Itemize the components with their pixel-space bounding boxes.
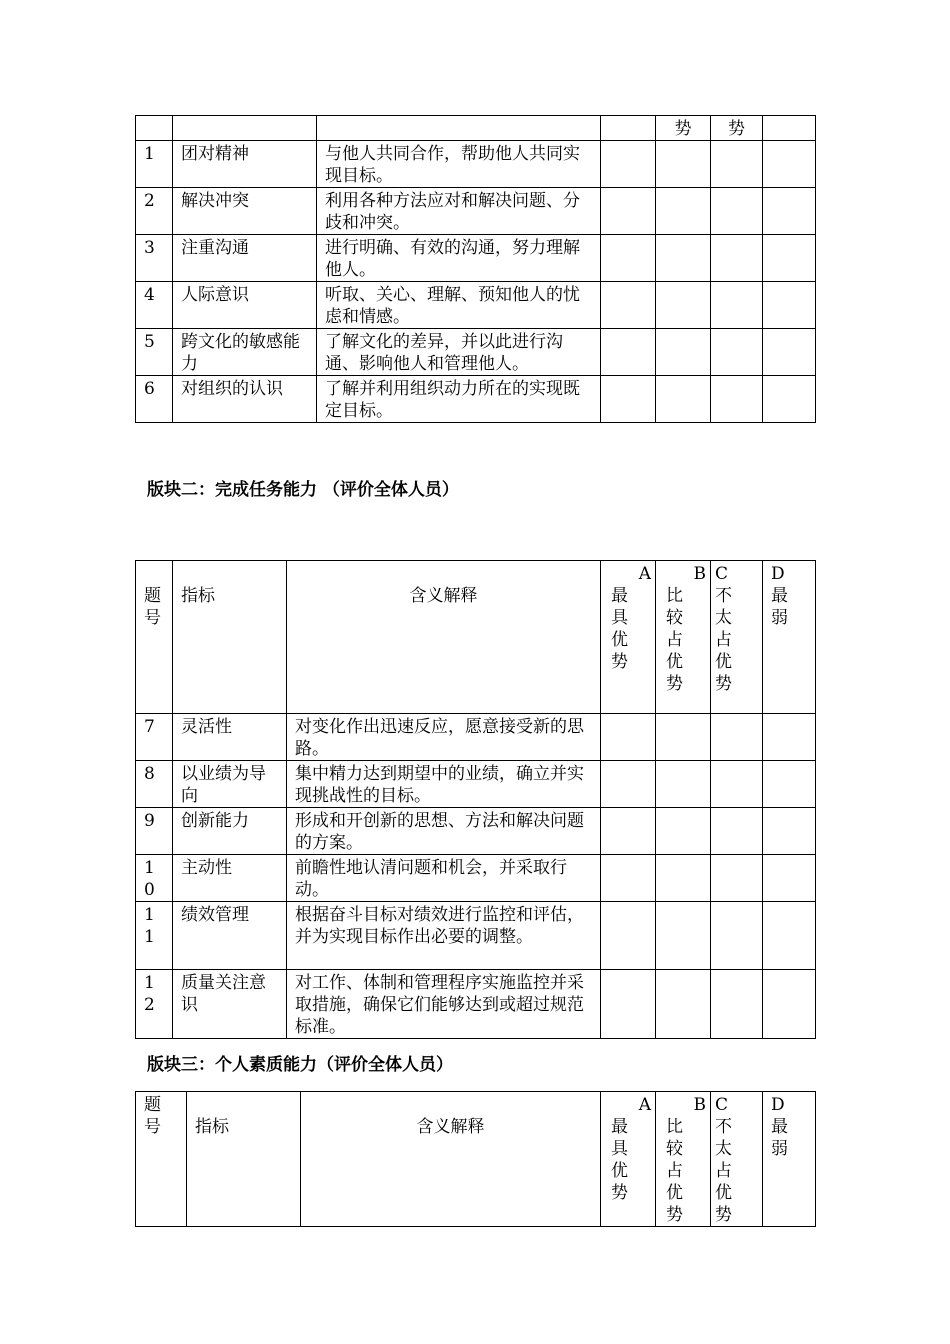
rating-cell-c[interactable] — [711, 188, 763, 235]
rating-cell-c[interactable] — [711, 855, 763, 902]
table-row — [136, 808, 816, 855]
row-indicator: 解决冲突 — [173, 188, 317, 235]
row-description: 对工作、体制和管理程序实施监控并采取措施，确保它们能够达到或超过规范标准。 — [287, 970, 601, 1039]
row-number: 10 — [136, 855, 173, 902]
rating-cell-b[interactable] — [656, 235, 711, 282]
header-name: 指标 — [173, 561, 287, 714]
section-2-title: 版块二：完成任务能力 （评价全体人员） — [147, 480, 459, 500]
table-row — [136, 188, 816, 235]
row-description: 利用各种方法应对和解决问题、分歧和冲突。 — [317, 188, 601, 235]
rating-cell-a[interactable] — [601, 970, 656, 1039]
rating-cell-a[interactable] — [601, 902, 656, 970]
table-row — [136, 235, 816, 282]
header-cell — [136, 116, 173, 141]
rating-cell-a[interactable] — [601, 235, 656, 282]
table-row — [136, 329, 816, 376]
row-number: 3 — [136, 235, 173, 282]
header-name: 指标 — [187, 1092, 301, 1227]
rating-cell-b[interactable] — [656, 376, 711, 423]
header-cell — [173, 116, 317, 141]
header-num: 题号 — [136, 1092, 187, 1227]
header-num: 题号 — [136, 561, 173, 714]
header-grade-a: A 最具优势 — [601, 1092, 656, 1227]
table-row — [136, 902, 816, 970]
table-row — [136, 970, 816, 1039]
header-cell — [317, 116, 601, 141]
row-description: 形成和开创新的思想、方法和解决问题的方案。 — [287, 808, 601, 855]
rating-cell-b[interactable] — [656, 282, 711, 329]
header-grade-b: B 比较占优势 — [656, 561, 711, 714]
rating-cell-a[interactable] — [601, 761, 656, 808]
rating-cell-d[interactable] — [763, 714, 816, 761]
table-row — [136, 141, 816, 188]
row-indicator: 主动性 — [173, 855, 287, 902]
row-indicator: 创新能力 — [173, 808, 287, 855]
row-number: 4 — [136, 282, 173, 329]
rating-cell-d[interactable] — [763, 808, 816, 855]
header-grade-c: C 不太占优势 — [711, 561, 763, 714]
rating-cell-b[interactable] — [656, 970, 711, 1039]
row-number: 5 — [136, 329, 173, 376]
table-row — [136, 376, 816, 423]
row-indicator: 跨文化的敏感能力 — [173, 329, 317, 376]
rating-cell-b[interactable] — [656, 902, 711, 970]
rating-cell-d[interactable] — [763, 329, 816, 376]
rating-cell-a[interactable] — [601, 808, 656, 855]
row-description: 与他人共同合作，帮助他人共同实现目标。 — [317, 141, 601, 188]
table-header — [136, 1092, 816, 1227]
table-body — [136, 141, 816, 423]
row-indicator: 质量关注意识 — [173, 970, 287, 1039]
row-number: 8 — [136, 761, 173, 808]
header-grade-d: D 最弱 — [763, 561, 816, 714]
competency-table-1 — [135, 115, 816, 423]
header-desc: 含义解释 — [301, 1092, 601, 1227]
rating-cell-b[interactable] — [656, 329, 711, 376]
row-description: 进行明确、有效的沟通，努力理解他人。 — [317, 235, 601, 282]
row-number: 7 — [136, 714, 173, 761]
rating-cell-c[interactable] — [711, 141, 763, 188]
row-description: 对变化作出迅速反应，愿意接受新的思路。 — [287, 714, 601, 761]
header-grade-b: B 比较占优势 — [656, 1092, 711, 1227]
rating-cell-d[interactable] — [763, 141, 816, 188]
rating-cell-a[interactable] — [601, 329, 656, 376]
rating-cell-a[interactable] — [601, 376, 656, 423]
rating-cell-b[interactable] — [656, 761, 711, 808]
rating-cell-c[interactable] — [711, 808, 763, 855]
row-number: 9 — [136, 808, 173, 855]
table-row — [136, 282, 816, 329]
rating-cell-d[interactable] — [763, 970, 816, 1039]
rating-cell-b[interactable] — [656, 714, 711, 761]
header-desc: 含义解释 — [287, 561, 601, 714]
row-number: 2 — [136, 188, 173, 235]
row-number: 11 — [136, 902, 173, 970]
rating-cell-b[interactable] — [656, 855, 711, 902]
rating-cell-c[interactable] — [711, 970, 763, 1039]
rating-cell-b[interactable] — [656, 808, 711, 855]
competency-table-2 — [135, 560, 816, 1039]
row-indicator: 以业绩为导向 — [173, 761, 287, 808]
rating-cell-c[interactable] — [711, 282, 763, 329]
rating-cell-d[interactable] — [763, 188, 816, 235]
rating-cell-c[interactable] — [711, 714, 763, 761]
rating-cell-b[interactable] — [656, 188, 711, 235]
row-indicator: 对组织的认识 — [173, 376, 317, 423]
rating-cell-c[interactable] — [711, 329, 763, 376]
rating-cell-d[interactable] — [763, 902, 816, 970]
rating-cell-a[interactable] — [601, 282, 656, 329]
row-indicator: 绩效管理 — [173, 902, 287, 970]
row-indicator: 团对精神 — [173, 141, 317, 188]
table-body — [136, 714, 816, 1039]
row-number: 1 — [136, 141, 173, 188]
header-grade-d: D 最弱 — [763, 1092, 816, 1227]
rating-cell-a[interactable] — [601, 188, 656, 235]
competency-table-3 — [135, 1091, 816, 1227]
header-grade-c: C 不太占优势 — [711, 1092, 763, 1227]
row-indicator: 注重沟通 — [173, 235, 317, 282]
rating-cell-d[interactable] — [763, 235, 816, 282]
row-description: 了解并利用组织动力所在的实现既定目标。 — [317, 376, 601, 423]
rating-cell-d[interactable] — [763, 761, 816, 808]
table-row — [136, 855, 816, 902]
rating-cell-a[interactable] — [601, 141, 656, 188]
table-header — [136, 561, 816, 714]
row-description: 了解文化的差异，并以此进行沟通、影响他人和管理他人。 — [317, 329, 601, 376]
table-row — [136, 714, 816, 761]
table-row — [136, 761, 816, 808]
rating-cell-d[interactable] — [763, 282, 816, 329]
rating-cell-c[interactable] — [711, 235, 763, 282]
row-description: 听取、关心、理解、预知他人的忧虑和情感。 — [317, 282, 601, 329]
table-header-partial — [136, 116, 816, 141]
rating-cell-c[interactable] — [711, 376, 763, 423]
header-cell — [601, 116, 656, 141]
row-description: 集中精力达到期望中的业绩，确立并实现挑战性的目标。 — [287, 761, 601, 808]
header-cell-c-tail: 势 — [711, 116, 763, 141]
row-number: 6 — [136, 376, 173, 423]
rating-cell-c[interactable] — [711, 761, 763, 808]
rating-cell-d[interactable] — [763, 376, 816, 423]
row-number: 12 — [136, 970, 173, 1039]
rating-cell-a[interactable] — [601, 855, 656, 902]
row-description: 根据奋斗目标对绩效进行监控和评估，并为实现目标作出必要的调整。 — [287, 902, 601, 970]
header-grade-a: A 最具优势 — [601, 561, 656, 714]
header-cell — [763, 116, 816, 141]
rating-cell-a[interactable] — [601, 714, 656, 761]
row-indicator: 灵活性 — [173, 714, 287, 761]
section-3-title: 版块三：个人素质能力（评价全体人员） — [147, 1055, 453, 1075]
rating-cell-c[interactable] — [711, 902, 763, 970]
rating-cell-d[interactable] — [763, 855, 816, 902]
row-description: 前瞻性地认清问题和机会，并采取行动。 — [287, 855, 601, 902]
header-cell-b-tail: 势 — [656, 116, 711, 141]
rating-cell-b[interactable] — [656, 141, 711, 188]
row-indicator: 人际意识 — [173, 282, 317, 329]
